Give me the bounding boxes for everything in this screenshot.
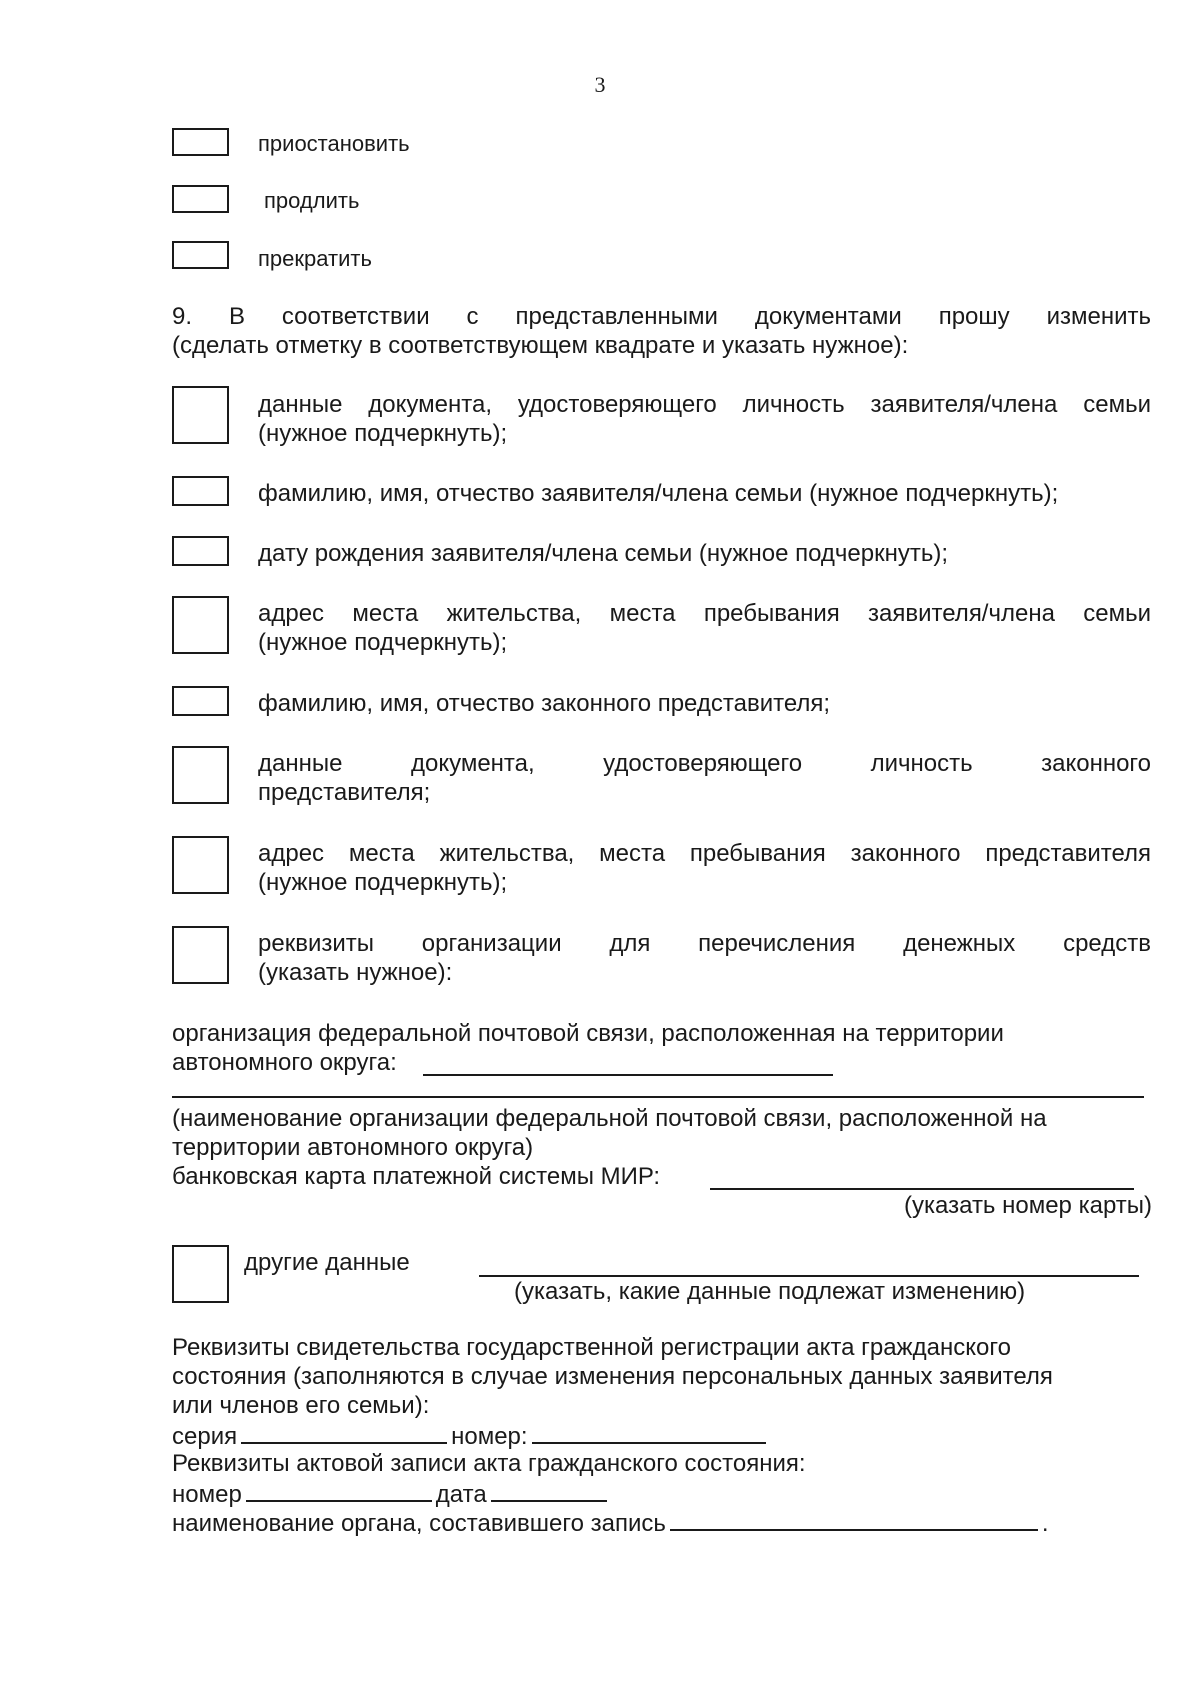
record-date-field[interactable] [491,1478,607,1502]
option-extend-label: продлить [264,188,360,213]
item-address-line2: (нужное подчеркнуть); [258,629,508,656]
item-rep-document-line2: представителя; [258,779,431,806]
postal-region-field[interactable] [423,1046,833,1076]
bank-card-number-field[interactable] [710,1160,1134,1190]
authority-label: наименование органа, составившего запись [172,1510,666,1537]
bank-card-hint: (указать номер карты) [904,1192,1152,1219]
record-row [172,1478,611,1509]
authority-field[interactable] [670,1507,1038,1531]
record-number-label: номер [172,1481,242,1508]
checkbox-extend[interactable] [172,185,229,213]
checkbox-item-name[interactable] [172,476,229,506]
other-data-hint: (указать, какие данные подлежат изменению) [514,1278,1026,1305]
item-payment-details-line1: реквизиты организации для перечисления денежных средств [258,930,1151,957]
item-rep-address-line1: адрес места жительства, места пребывания законного представителя [258,840,1151,867]
certificate-line2: состояния (заполняются в случае изменения персональных данных заявителя [172,1363,1053,1390]
record-date-label: дата [435,1481,487,1508]
page-number: 3 [594,72,606,97]
checkbox-suspend[interactable] [172,128,229,156]
item-rep-document-line1: данные документа, удостоверяющего личность законного [258,750,1151,777]
checkbox-item-address[interactable] [172,596,229,654]
postal-line1: организация федеральной почтовой связи, расположенная на территории [172,1020,1004,1047]
checkbox-item-payment-details[interactable] [172,926,229,984]
number-field[interactable] [532,1420,766,1444]
section9-line1: 9. В соответствии с представленными документами прошу изменить [172,303,1151,330]
authority-end-mark: . [1041,1510,1049,1537]
item-rep-name-line1: фамилию, имя, отчество законного представителя; [258,690,831,717]
checkbox-item-rep-document[interactable] [172,746,229,804]
other-data-field[interactable] [479,1247,1139,1277]
section9-line2: (сделать отметку в соответствующем квадрате и указать нужное): [172,332,909,359]
record-title: Реквизиты актовой записи акта гражданского состояния: [172,1450,806,1477]
series-label: серия [172,1423,238,1450]
item-id-document-line1: данные документа, удостоверяющего личность заявителя/члена семьи [258,391,1151,418]
number-label: номер: [451,1423,528,1450]
checkbox-terminate[interactable] [172,241,229,269]
item-address-line1: адрес места жительства, места пребывания заявителя/члена семьи [258,600,1151,627]
postal-line2: автономного округа: [172,1049,397,1076]
postal-hint2: территории автономного округа) [172,1134,534,1161]
postal-hint1: (наименование организации федеральной почтовой связи, расположенной на [172,1105,1047,1132]
series-field[interactable] [241,1420,447,1444]
item-rep-address-line2: (нужное подчеркнуть); [258,869,508,896]
item-birthdate-line1: дату рождения заявителя/члена семьи (нужное подчеркнуть); [258,540,949,567]
checkbox-item-rep-address[interactable] [172,836,229,894]
option-suspend-label: приостановить [258,131,410,156]
bank-card-label: банковская карта платежной системы МИР: [172,1163,661,1190]
checkbox-item-rep-name[interactable] [172,686,229,716]
checkbox-item-id-document[interactable] [172,386,229,444]
item-name-line1: фамилию, имя, отчество заявителя/члена семьи (нужное подчеркнуть); [258,480,1059,507]
other-data-label: другие данные [244,1249,410,1276]
item-payment-details-line2: (указать нужное): [258,959,453,986]
record-number-field[interactable] [246,1478,432,1502]
checkbox-other-data[interactable] [172,1245,229,1303]
authority-row [172,1507,1049,1538]
certificate-line1: Реквизиты свидетельства государственной регистрации акта гражданского [172,1334,1011,1361]
option-terminate-label: прекратить [258,246,372,271]
series-row [172,1420,770,1451]
checkbox-item-birthdate[interactable] [172,536,229,566]
postal-org-name-field[interactable] [172,1076,1144,1098]
item-id-document-line2: (нужное подчеркнуть); [258,420,508,447]
certificate-line3: или членов его семьи): [172,1392,430,1419]
